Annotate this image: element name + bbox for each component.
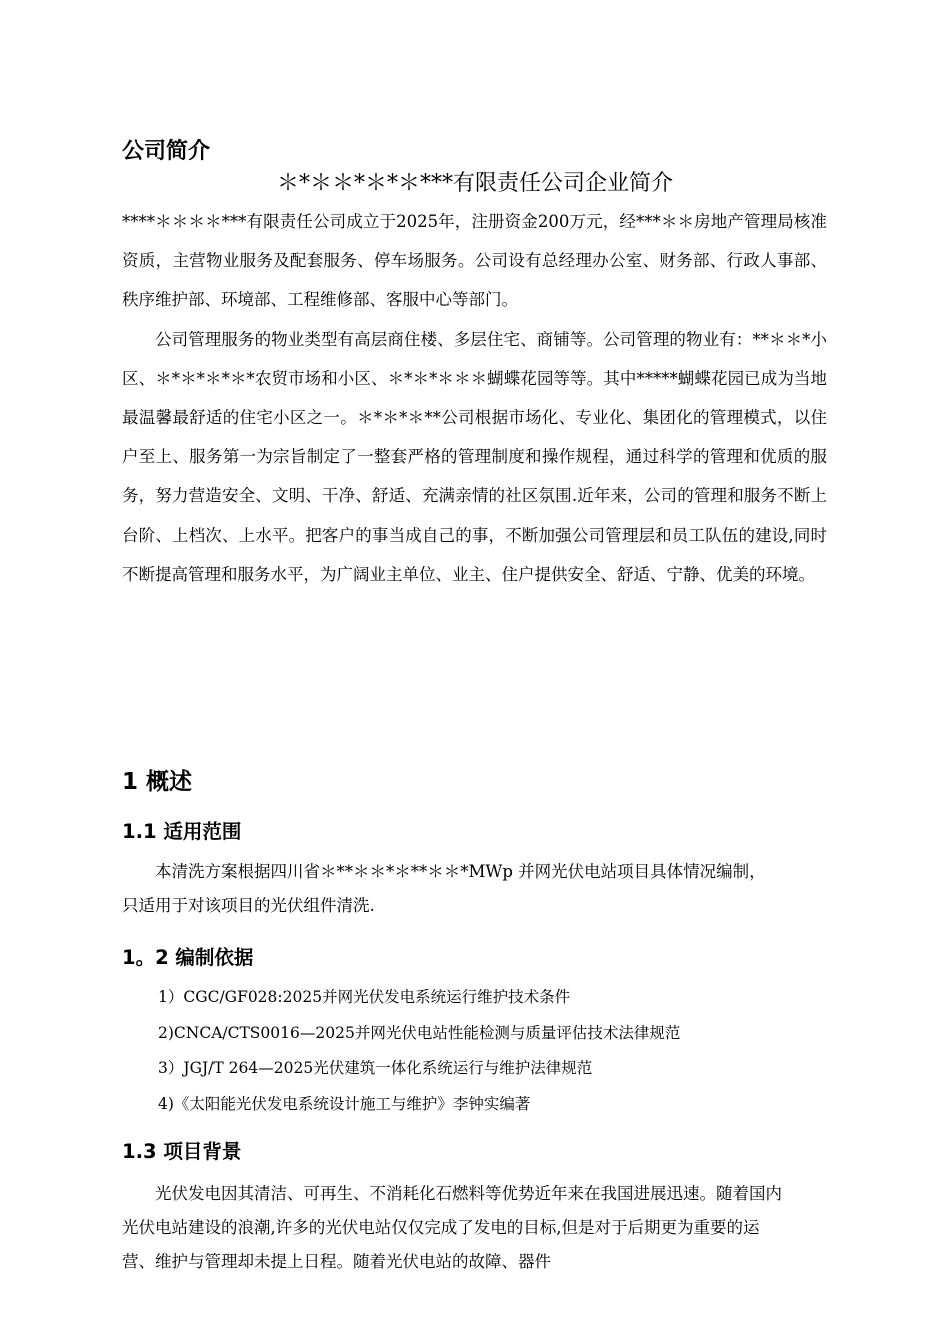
reference-item: 1）CGC/GF028:2025并网光伏发电系统运行维护技术条件: [158, 988, 571, 1006]
reference-item: 2)CNCA/CTS0016—2025并网光伏电站性能检测与质量评估技术法律规范: [158, 1023, 681, 1042]
intro-paragraph-1: ****＊＊＊＊***有限责任公司成立于2025年，注册资金200万元，经***＊＊房地产管理局核准资质，主营物业服务及配套服务、停车场服务。公司设有总经理办公室、财务部、行政人事部、秩序维护部、环境部、工程维修部、客服中心等部门。: [122, 212, 827, 310]
reference-list: [158, 980, 680, 1122]
section-1-3-body: [122, 1177, 792, 1279]
section-1-3-heading: 1.3 项目背景: [122, 1140, 242, 1163]
document-title: ＊*＊＊*＊*＊***有限责任公司企业简介: [276, 171, 673, 196]
background-paragraph: 光伏发电因其清洁、可再生、不消耗化石燃料等优势近年来在我国进展迅速。随着国内光伏电站建设的浪潮,许多的光伏电站仅仅完成了发电的目标,但是对于后期更为重要的运营、维护与管理却未提上日程。随着光伏电站的故障、器件: [122, 1184, 782, 1271]
section-1-1-heading: 1.1 适用范围: [122, 820, 242, 843]
scope-paragraph: 本清洗方案根据四川省＊**＊＊*＊**＊＊*MWp 并网光伏电站项目具体情况编制，只适用于对该项目的光伏组件清洗.: [122, 862, 766, 915]
reference-item: 3）JGJ/T 264—2025光伏建筑一体化系统运行与维护法律规范: [158, 1059, 593, 1077]
section-1-2-heading: 1。2 编制依据: [122, 946, 254, 969]
reference-item: 4)《太阳能光伏发电系统设计施工与维护》李钟实编著: [158, 1094, 531, 1113]
intro-paragraph-2: 公司管理服务的物业类型有高层商住楼、多层住宅、商铺等。公司管理的物业有：**＊＊*小区、＊*＊*＊*＊*农贸市场和小区、＊*＊*＊＊＊蝴蝶花园等等。其中*****蝴蝶花园已成为当地最温馨最舒适的住宅小区之一。＊*＊*＊**公司根据市场化、专业化、集团化的管理模式，以住户至上、服务第一为宗旨制定了一整套严格的管理制度和操作规程，通过科学的管理和优质的服务，努力营造安全、文明、干净、舒适、充满亲情的社区氛围.近年来，公司的管理和服务不断上台阶、上档次、上水平。把客户的事当成自己的事，不断加强公司管理层和员工队伍的建设,同时不断提高管理和服务水平，为广阔业主单位、业主、住户提供安全、舒适、宁静、优美的环境。: [122, 329, 827, 584]
section-1-heading: 1 概述: [122, 769, 193, 795]
company-intro-heading: 公司简介: [122, 139, 211, 164]
section-1-1-body: [122, 855, 782, 923]
intro-section: [122, 202, 827, 594]
